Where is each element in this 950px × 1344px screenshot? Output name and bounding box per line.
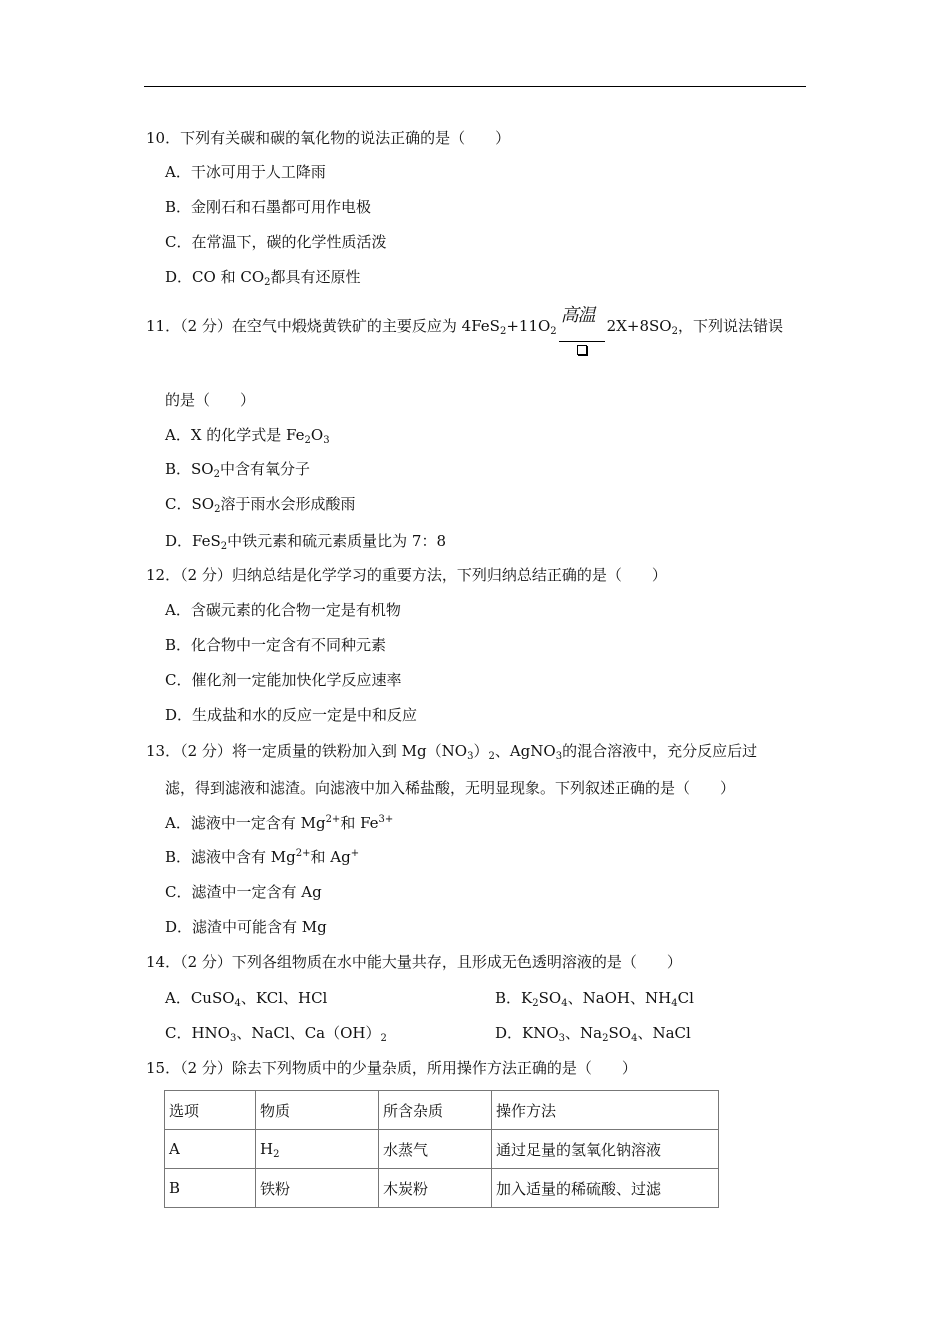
placeholder-box-icon <box>577 345 587 355</box>
q10-option-a: A．干冰可用于人工降雨 <box>165 163 326 181</box>
subscript: 4 <box>234 998 241 1009</box>
text: SO <box>538 989 562 1007</box>
superscript: + <box>350 848 360 859</box>
text: 、Na <box>565 1024 603 1042</box>
text: 2X+8SO <box>606 317 672 335</box>
text: 、NaOH、NH <box>567 989 672 1007</box>
text: Cl <box>677 989 694 1007</box>
subscript: 3 <box>555 751 563 762</box>
subscript: 4 <box>561 998 568 1009</box>
subscript: 2 <box>220 541 228 552</box>
text: B．K <box>495 989 533 1007</box>
subscript: 2 <box>602 1033 609 1044</box>
q10-stem: 10．下列有关碳和碳的氧化物的说法正确的是（ ） <box>146 129 511 147</box>
q10-option-c: C．在常温下，碳的化学性质活泼 <box>165 233 387 251</box>
subscript: 3 <box>229 1033 237 1044</box>
superscript: 2+ <box>325 814 341 825</box>
q11-stem <box>146 305 783 337</box>
table-cell: A <box>165 1130 256 1169</box>
q12-option-b: B．化合物中一定含有不同种元素 <box>165 636 387 654</box>
subscript: 2 <box>273 1149 280 1160</box>
reaction-condition <box>559 305 605 336</box>
q15-stem: 15．（2 分）除去下列物质中的少量杂质，所用操作方法正确的是（ ） <box>146 1059 637 1077</box>
text: 中铁元素和硫元素质量比为 7：8 <box>227 532 447 550</box>
text: 溶于雨水会形成酸雨 <box>220 495 356 513</box>
q13-stem <box>146 741 757 761</box>
table-header-row <box>165 1091 719 1130</box>
q13-option-c: C．滤渣中一定含有 Ag <box>165 883 322 901</box>
text: B．SO <box>165 460 214 478</box>
subscript: 2 <box>532 998 539 1009</box>
q11-option-b <box>165 459 310 479</box>
text: D．FeS <box>165 532 221 550</box>
text: 11．（2 分）在空气中煅烧黄铁矿的主要反应为 4FeS <box>146 317 500 335</box>
q10-option-b: B．金刚石和石墨都可用作电极 <box>165 198 372 216</box>
text: A．X 的化学式是 Fe <box>165 426 305 444</box>
table-header-cell: 操作方法 <box>492 1091 719 1130</box>
subscript: 3 <box>323 435 330 446</box>
text: 、KCl、HCl <box>240 989 328 1007</box>
q13-option-d: D．滤渣中可能含有 Mg <box>165 918 327 936</box>
table-cell: 加入适量的稀硫酸、过滤 <box>492 1169 719 1208</box>
text: +11O <box>506 317 551 335</box>
text: D．CO 和 CO <box>165 268 265 286</box>
text: SO <box>608 1024 632 1042</box>
subscript: 2 <box>499 326 507 337</box>
q11-stem-cont: 的是（ ） <box>165 391 256 409</box>
subscript: 2 <box>550 326 557 337</box>
table-cell: B <box>165 1169 256 1208</box>
table-cell: 通过足量的氢氧化钠溶液 <box>492 1130 719 1169</box>
q13-option-a <box>165 813 393 833</box>
table-cell <box>256 1130 379 1169</box>
q14-stem: 14．（2 分）下列各组物质在水中能大量共存，且形成无色透明溶液的是（ ） <box>146 953 682 971</box>
text: ） <box>473 742 489 760</box>
subscript: 2 <box>304 435 311 446</box>
q14-option-b <box>495 988 694 1008</box>
text: 都具有还原性 <box>270 268 361 286</box>
table-cell: 水蒸气 <box>379 1130 492 1169</box>
q12-stem: 12．（2 分）归纳总结是化学学习的重要方法，下列归纳总结正确的是（ ） <box>146 566 667 584</box>
subscript: 4 <box>631 1033 638 1044</box>
q11-option-c <box>165 494 355 514</box>
text: 13．（2 分）将一定质量的铁粉加入到 Mg（NO <box>146 742 468 760</box>
text: C．HNO <box>165 1024 230 1042</box>
subscript: 3 <box>467 751 474 762</box>
condition-text: 高温 <box>560 305 595 326</box>
table-header-cell: 物质 <box>256 1091 379 1130</box>
text: ，下列说法错误 <box>677 317 783 335</box>
q14-option-d <box>495 1023 691 1043</box>
header-rule <box>144 86 806 87</box>
text: O <box>310 426 324 444</box>
subscript: 2 <box>214 504 221 515</box>
text: 、AgNO <box>494 742 556 760</box>
text: 、NaCl <box>637 1024 691 1042</box>
q12-option-d: D．生成盐和水的反应一定是中和反应 <box>165 706 418 724</box>
text: B．滤液中含有 Mg <box>165 848 296 866</box>
text: C．SO <box>165 495 215 513</box>
q12-option-c: C．催化剂一定能加快化学反应速率 <box>165 671 402 689</box>
q10-option-d <box>165 267 361 287</box>
subscript: 2 <box>213 469 220 480</box>
text: A．CuSO <box>165 989 235 1007</box>
q13-stem-cont: 滤，得到滤液和滤渣。向滤液中加入稀盐酸，无明显现象。下列叙述正确的是（ ） <box>165 779 736 797</box>
subscript: 2 <box>671 326 678 337</box>
q14-option-c <box>165 1023 387 1043</box>
text: D．KNO <box>495 1024 559 1042</box>
text: 中含有氧分子 <box>219 460 310 478</box>
table-header-cell: 选项 <box>165 1091 256 1130</box>
table-header-cell: 所含杂质 <box>379 1091 492 1130</box>
table-cell: 铁粉 <box>256 1169 379 1208</box>
text: 、NaCl、Ca（OH） <box>236 1024 381 1042</box>
q11-option-a <box>165 425 330 445</box>
text: 和 Ag <box>310 848 351 866</box>
text: H <box>260 1140 274 1158</box>
subscript: 2 <box>264 277 271 288</box>
text: A．滤液中一定含有 Mg <box>165 814 326 832</box>
superscript: 3+ <box>378 814 394 825</box>
subscript: 2 <box>380 1033 387 1044</box>
text: 的混合溶液中，充分反应后过 <box>562 742 758 760</box>
q11-option-d <box>165 531 446 551</box>
subscript: 2 <box>488 751 495 762</box>
subscript: 4 <box>671 998 678 1009</box>
superscript: 2+ <box>295 848 311 859</box>
table-row <box>165 1169 719 1208</box>
table-row <box>165 1130 719 1169</box>
text: 和 Fe <box>340 814 379 832</box>
q13-option-b <box>165 847 359 867</box>
condition-bar <box>559 341 605 342</box>
q15-table <box>164 1090 719 1208</box>
q14-option-a <box>165 988 327 1008</box>
q12-option-a: A．含碳元素的化合物一定是有机物 <box>165 601 401 619</box>
subscript: 3 <box>558 1033 566 1044</box>
table-cell: 木炭粉 <box>379 1169 492 1208</box>
